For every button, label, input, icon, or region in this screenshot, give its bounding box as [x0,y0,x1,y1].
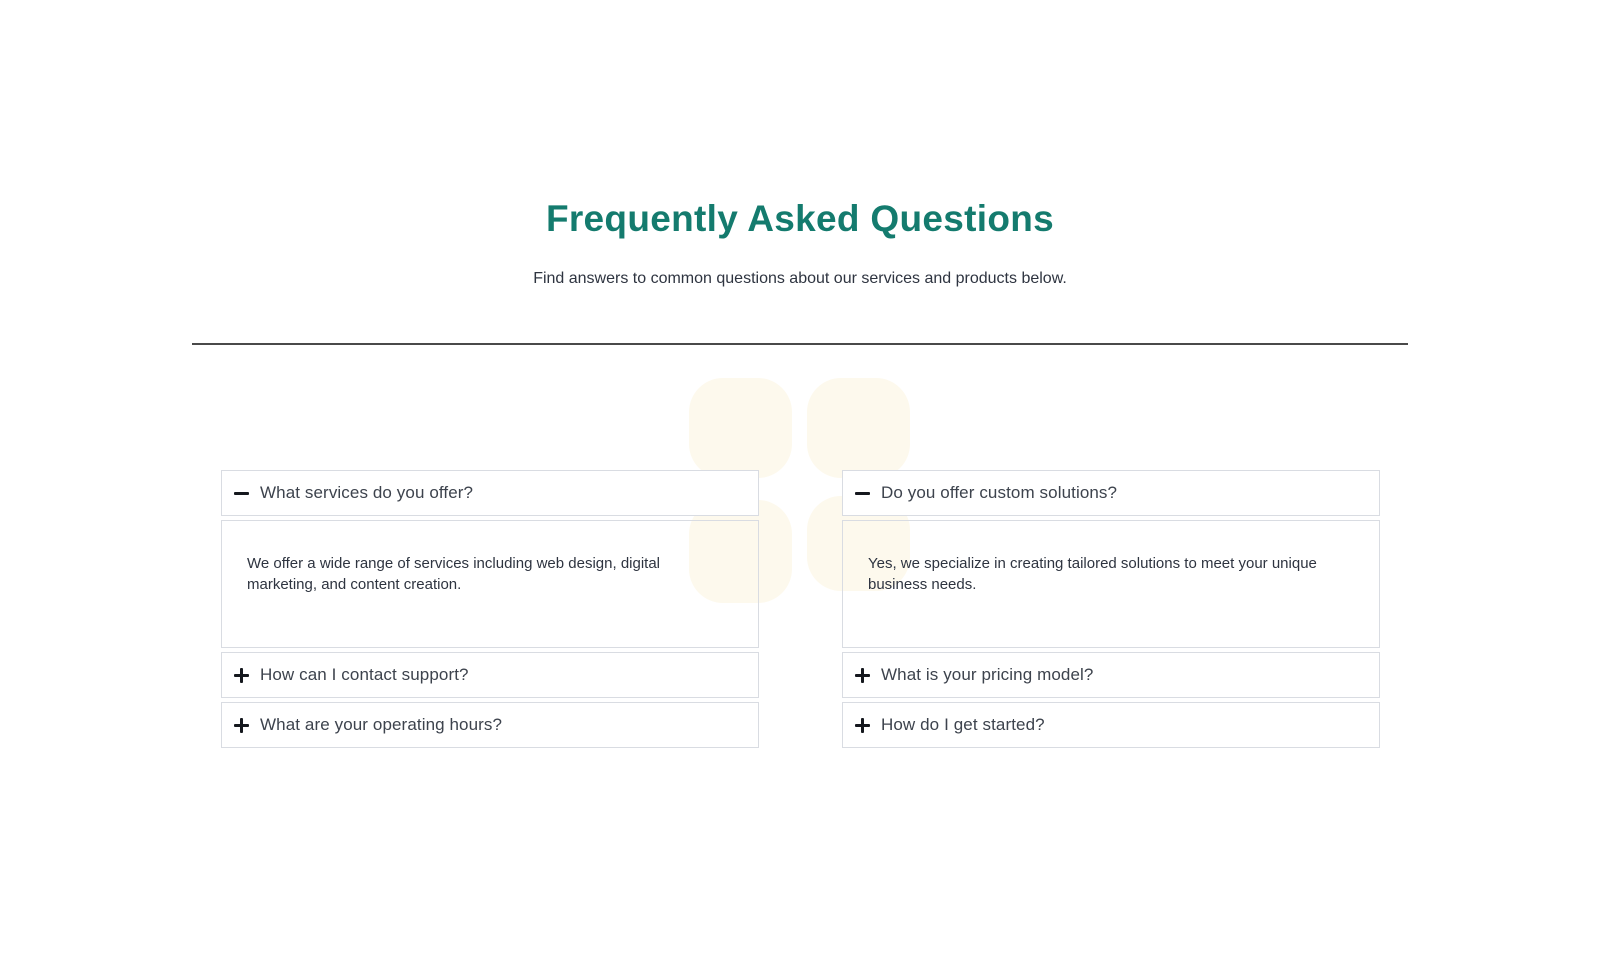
minus-icon [855,492,870,495]
section-divider [192,343,1408,345]
faq-question-text: How can I contact support? [260,665,469,684]
faq-question-text: What services do you offer? [260,483,474,502]
faq-item [221,652,759,698]
plus-icon [234,668,249,683]
faq-item [221,470,759,648]
page-title: Frequently Asked Questions [545,198,1055,239]
minus-icon [234,492,249,495]
faq-question-toggle-services[interactable] [221,470,759,516]
faq-question-text: What are your operating hours? [260,715,503,734]
plus-icon [234,718,249,733]
faq-answer-text: Yes, we specialize in creating tailored solutions to meet your unique business needs. [868,555,1317,593]
faq-item [221,702,759,748]
faq-item [842,470,1380,648]
faq-question-text: How do I get started? [881,715,1045,734]
faq-column-left [221,470,759,748]
faq-question-toggle-contact-support[interactable] [221,652,759,698]
faq-question-toggle-custom-solutions[interactable] [842,470,1380,516]
faq-question-toggle-get-started[interactable] [842,702,1380,748]
faq-column-right [842,470,1380,748]
plus-icon [855,718,870,733]
faq-question-toggle-pricing-model[interactable] [842,652,1380,698]
faq-item [842,702,1380,748]
faq-question-toggle-operating-hours[interactable] [221,702,759,748]
faq-answer-panel [221,520,759,648]
faq-answer-text: We offer a wide range of services including web design, digital marketing, and content creation. [247,555,661,593]
plus-icon [855,668,870,683]
faq-grid [221,470,1380,748]
faq-question-text: What is your pricing model? [881,665,1094,684]
faq-item [842,652,1380,698]
faq-question-text: Do you offer custom solutions? [881,483,1118,502]
faq-answer-panel [842,520,1380,648]
decorative-rounded-square [689,378,792,478]
decorative-rounded-square [807,378,910,478]
page-subtitle: Find answers to common questions about our services and products below. [533,270,1067,287]
